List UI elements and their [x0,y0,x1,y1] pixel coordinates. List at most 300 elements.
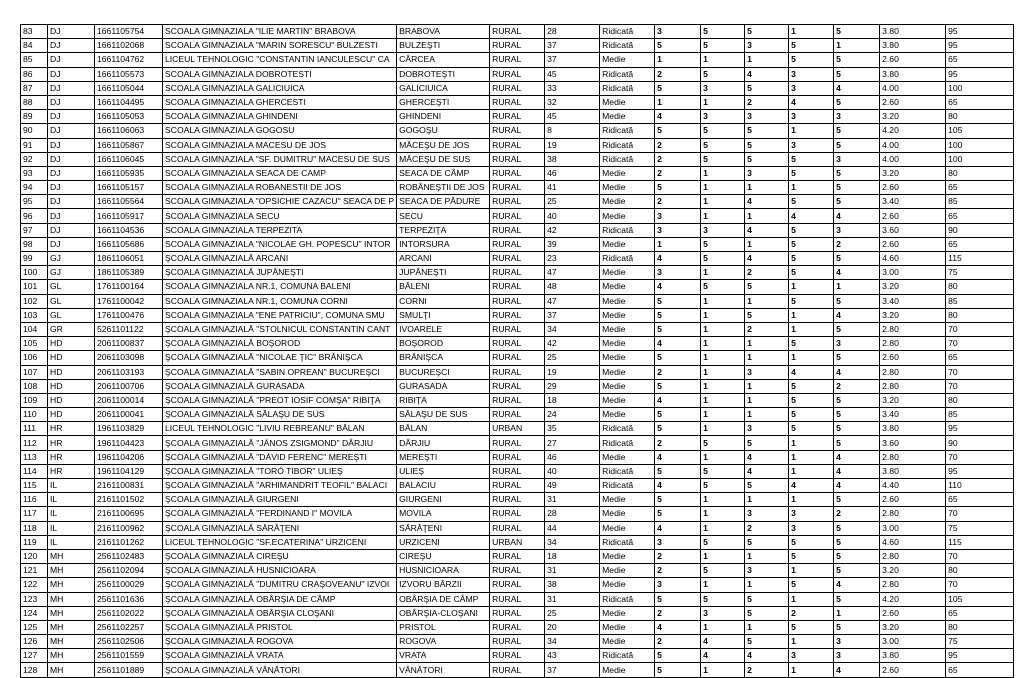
cell-score-4: 5 [789,39,834,53]
cell-score-1: 3 [655,25,701,39]
cell-count: 37 [545,39,600,53]
cell-score-3: 4 [745,450,789,464]
cell-count: 45 [545,67,600,81]
cell-county: DJ [48,110,95,124]
cell-score-5: 4 [834,81,880,95]
cell-score-1: 5 [655,408,701,422]
cell-score-5: 3 [834,110,880,124]
cell-score-5: 4 [834,209,880,223]
cell-average: 4.00 [880,138,946,152]
cell-score-3: 2 [745,322,789,336]
cell-score-1: 5 [655,493,701,507]
cell-locality: MEREŞTI [397,450,490,464]
cell-count: 48 [545,280,600,294]
cell-locality: CORNI [397,294,490,308]
cell-score-2: 4 [701,635,745,649]
cell-score-4: 1 [789,280,834,294]
cell-score-1: 2 [655,67,701,81]
cell-points: 115 [946,252,1014,266]
cell-locality: GHINDENI [397,110,490,124]
cell-count: 42 [545,223,600,237]
cell-score-2: 1 [701,507,745,521]
cell-score-2: 5 [701,25,745,39]
cell-locality: SĂRĂŢENI [397,521,490,535]
cell-score-3: 2 [745,266,789,280]
cell-average: 2.60 [880,209,946,223]
cell-average: 3.20 [880,280,946,294]
cell-score-1: 2 [655,195,701,209]
cell-locality: OBÂRŞIA DE CÂMP [397,592,490,606]
cell-school-code: 1661105754 [95,25,163,39]
cell-score-1: 5 [655,663,701,677]
cell-row-number: 126 [21,635,48,649]
cell-average: 3.80 [880,67,946,81]
cell-environment: RURAL [490,237,545,251]
cell-score-1: 2 [655,138,701,152]
cell-row-number: 120 [21,549,48,563]
cell-county: MH [48,663,95,677]
cell-average: 2.80 [880,365,946,379]
table-row [21,521,1014,535]
cell-environment: RURAL [490,152,545,166]
cell-points: 80 [946,308,1014,322]
cell-environment: RURAL [490,620,545,634]
cell-county: DJ [48,195,95,209]
cell-count: 28 [545,25,600,39]
cell-score-4: 1 [789,663,834,677]
cell-average: 3.80 [880,649,946,663]
cell-points: 95 [946,67,1014,81]
cell-score-1: 2 [655,365,701,379]
cell-school-code: 1961104129 [95,464,163,478]
cell-average: 4.00 [880,152,946,166]
cell-count: 34 [545,535,600,549]
cell-points: 70 [946,322,1014,336]
cell-average: 3.20 [880,308,946,322]
cell-environment: RURAL [490,606,545,620]
cell-school-code: 2561102506 [95,635,163,649]
cell-county: HD [48,379,95,393]
cell-row-number: 109 [21,393,48,407]
cell-environment: RURAL [490,280,545,294]
cell-risk-level: Ridicată [600,649,655,663]
cell-average: 3.40 [880,294,946,308]
cell-locality: BULZEŞTI [397,39,490,53]
table-row [21,81,1014,95]
cell-score-2: 5 [701,592,745,606]
cell-risk-level: Medie [600,365,655,379]
cell-school-name: SCOALA GIMNAZIALA ROBANESTII DE JOS [163,181,397,195]
cell-points: 100 [946,81,1014,95]
cell-score-5: 5 [834,181,880,195]
cell-score-1: 2 [655,564,701,578]
cell-school-name: SCOALA GIMNAZIALA GOGOSU [163,124,397,138]
cell-school-name: LICEUL TEHNOLOGIC "CONSTANTIN IANCULESCU" CA [163,53,397,67]
cell-locality: MĂCEŞU DE JOS [397,138,490,152]
cell-count: 40 [545,209,600,223]
cell-score-2: 1 [701,266,745,280]
table-row [21,351,1014,365]
cell-risk-level: Ridicată [600,67,655,81]
cell-school-code: 2161101502 [95,493,163,507]
cell-locality: BUCUREŞCI [397,365,490,379]
cell-points: 65 [946,351,1014,365]
cell-environment: RURAL [490,266,545,280]
cell-school-code: 2561100029 [95,578,163,592]
cell-environment: RURAL [490,592,545,606]
cell-locality: OBÂRŞIA-CLOŞANI [397,606,490,620]
cell-risk-level: Ridicată [600,592,655,606]
cell-risk-level: Medie [600,95,655,109]
cell-score-5: 3 [834,223,880,237]
cell-score-3: 5 [745,138,789,152]
cell-points: 65 [946,606,1014,620]
cell-score-5: 4 [834,578,880,592]
cell-row-number: 117 [21,507,48,521]
cell-score-3: 5 [745,479,789,493]
cell-points: 95 [946,25,1014,39]
cell-points: 65 [946,237,1014,251]
cell-score-4: 1 [789,351,834,365]
table-row [21,450,1014,464]
cell-score-3: 5 [745,124,789,138]
cell-locality: IVOARELE [397,322,490,336]
cell-average: 3.60 [880,436,946,450]
cell-school-name: SCOALA GIMNAZIALA GALICIUICA [163,81,397,95]
cell-score-3: 5 [745,606,789,620]
table-row [21,252,1014,266]
cell-points: 65 [946,181,1014,195]
cell-risk-level: Medie [600,53,655,67]
cell-school-code: 2561101889 [95,663,163,677]
cell-score-1: 5 [655,181,701,195]
cell-score-1: 1 [655,53,701,67]
cell-score-2: 1 [701,209,745,223]
cell-average: 2.60 [880,606,946,620]
table-row [21,635,1014,649]
cell-row-number: 111 [21,422,48,436]
cell-count: 44 [545,521,600,535]
cell-score-4: 1 [789,308,834,322]
table-row [21,266,1014,280]
cell-score-5: 3 [834,152,880,166]
cell-score-2: 1 [701,620,745,634]
cell-score-5: 5 [834,294,880,308]
cell-score-4: 1 [789,124,834,138]
cell-locality: MĂCEŞU DE SUS [397,152,490,166]
cell-score-3: 2 [745,663,789,677]
cell-locality: ROBĂNEŞTII DE JOS [397,181,490,195]
cell-school-name: SCOALA GIMNAZIALA "NICOLAE GH. POPESCU" INTOR [163,237,397,251]
cell-county: HD [48,393,95,407]
cell-school-code: 1861105389 [95,266,163,280]
cell-score-5: 5 [834,322,880,336]
cell-county: DJ [48,53,95,67]
cell-score-3: 1 [745,408,789,422]
cell-points: 80 [946,280,1014,294]
cell-score-2: 1 [701,379,745,393]
cell-score-4: 1 [789,436,834,450]
cell-environment: RURAL [490,67,545,81]
cell-score-4: 3 [789,649,834,663]
cell-locality: ROGOVA [397,635,490,649]
cell-count: 40 [545,464,600,478]
cell-row-number: 88 [21,95,48,109]
cell-risk-level: Ridicată [600,479,655,493]
cell-school-name: SCOALA GIMNAZIALA NR.1, COMUNA BALENI [163,280,397,294]
cell-count: 31 [545,592,600,606]
cell-points: 70 [946,578,1014,592]
cell-points: 70 [946,507,1014,521]
cell-school-name: ŞCOALA GIMNAZIALĂ "DUMITRU CRAŞOVEANU" IZVOI [163,578,397,592]
cell-score-3: 5 [745,535,789,549]
cell-score-5: 5 [834,95,880,109]
cell-locality: GOGOŞU [397,124,490,138]
cell-environment: RURAL [490,408,545,422]
cell-score-4: 1 [789,493,834,507]
cell-county: HR [48,436,95,450]
cell-count: 38 [545,152,600,166]
cell-points: 80 [946,166,1014,180]
cell-points: 70 [946,337,1014,351]
cell-score-3: 4 [745,67,789,81]
cell-locality: VRATA [397,649,490,663]
cell-environment: RURAL [490,578,545,592]
cell-count: 8 [545,124,600,138]
table-row [21,507,1014,521]
cell-count: 18 [545,393,600,407]
cell-score-5: 3 [834,337,880,351]
cell-score-1: 2 [655,152,701,166]
cell-average: 3.80 [880,422,946,436]
cell-count: 47 [545,294,600,308]
cell-score-4: 3 [789,110,834,124]
cell-risk-level: Ridicată [600,464,655,478]
cell-school-name: SCOALA GIMNAZIALA "SF. DUMITRU" MACESU DE SUS [163,152,397,166]
cell-points: 65 [946,493,1014,507]
cell-score-3: 1 [745,237,789,251]
cell-school-name: ŞCOALA GIMNAZIALĂ GURASADA [163,379,397,393]
cell-score-3: 3 [745,166,789,180]
table-row [21,95,1014,109]
cell-score-5: 2 [834,237,880,251]
cell-points: 95 [946,649,1014,663]
cell-score-4: 3 [789,81,834,95]
cell-score-4: 5 [789,393,834,407]
cell-county: MH [48,635,95,649]
cell-row-number: 102 [21,294,48,308]
cell-locality: SMULŢI [397,308,490,322]
cell-row-number: 115 [21,479,48,493]
cell-environment: RURAL [490,39,545,53]
cell-row-number: 83 [21,25,48,39]
table-body [21,25,1014,678]
cell-school-name: LICEUL TEHNOLOGIC "SF.ECATERINA" URZICENI [163,535,397,549]
cell-row-number: 95 [21,195,48,209]
cell-risk-level: Ridicată [600,39,655,53]
cell-risk-level: Medie [600,110,655,124]
cell-school-code: 1661106063 [95,124,163,138]
cell-environment: RURAL [490,252,545,266]
cell-school-code: 2161100831 [95,479,163,493]
cell-score-2: 1 [701,408,745,422]
table-row [21,337,1014,351]
cell-score-2: 5 [701,564,745,578]
cell-risk-level: Ridicată [600,436,655,450]
cell-score-5: 4 [834,464,880,478]
cell-count: 25 [545,195,600,209]
cell-score-4: 3 [789,521,834,535]
cell-score-1: 5 [655,294,701,308]
cell-points: 80 [946,110,1014,124]
cell-score-3: 4 [745,195,789,209]
cell-county: DJ [48,166,95,180]
table-row [21,393,1014,407]
cell-county: DJ [48,152,95,166]
cell-school-code: 2561102483 [95,549,163,563]
cell-risk-level: Ridicată [600,124,655,138]
cell-average: 2.80 [880,379,946,393]
cell-score-4: 5 [789,549,834,563]
cell-locality: ARCANI [397,252,490,266]
table-row [21,209,1014,223]
cell-environment: RURAL [490,436,545,450]
cell-locality: JUPÂNEŞTI [397,266,490,280]
cell-average: 4.60 [880,535,946,549]
cell-school-code: 1961104423 [95,436,163,450]
cell-environment: URBAN [490,422,545,436]
cell-risk-level: Medie [600,166,655,180]
cell-score-5: 4 [834,663,880,677]
cell-environment: RURAL [490,53,545,67]
cell-locality: RIBIŢA [397,393,490,407]
cell-points: 65 [946,53,1014,67]
cell-risk-level: Medie [600,620,655,634]
cell-points: 80 [946,564,1014,578]
cell-county: GJ [48,252,95,266]
cell-score-5: 5 [834,25,880,39]
cell-score-2: 1 [701,493,745,507]
cell-school-name: SCOALA GIMNAZIALA GHINDENI [163,110,397,124]
table-row [21,422,1014,436]
cell-points: 75 [946,521,1014,535]
cell-score-2: 3 [701,110,745,124]
cell-score-2: 1 [701,308,745,322]
cell-risk-level: Ridicată [600,535,655,549]
cell-risk-level: Medie [600,294,655,308]
cell-score-2: 1 [701,422,745,436]
cell-environment: RURAL [490,110,545,124]
cell-school-code: 1661105935 [95,166,163,180]
cell-locality: VÂNĂTORI [397,663,490,677]
cell-score-2: 1 [701,365,745,379]
cell-school-code: 1661106045 [95,152,163,166]
cell-score-3: 3 [745,564,789,578]
cell-county: DJ [48,81,95,95]
cell-county: IL [48,479,95,493]
cell-environment: RURAL [490,521,545,535]
cell-average: 2.60 [880,237,946,251]
cell-locality: BRĂNIŞCA [397,351,490,365]
cell-environment: RURAL [490,138,545,152]
cell-score-4: 5 [789,535,834,549]
cell-score-2: 5 [701,252,745,266]
cell-average: 2.60 [880,351,946,365]
cell-school-name: ŞCOALA GIMNAZIALĂ VRATA [163,649,397,663]
cell-row-number: 105 [21,337,48,351]
cell-score-4: 5 [789,237,834,251]
cell-row-number: 84 [21,39,48,53]
cell-score-1: 5 [655,464,701,478]
cell-score-2: 1 [701,166,745,180]
cell-school-name: ŞCOALA GIMNAZIALĂ JUPÂNEŞTI [163,266,397,280]
cell-score-3: 4 [745,649,789,663]
cell-score-3: 5 [745,592,789,606]
cell-row-number: 94 [21,181,48,195]
cell-school-code: 1661105044 [95,81,163,95]
cell-points: 115 [946,535,1014,549]
cell-row-number: 112 [21,436,48,450]
cell-locality: GIURGENI [397,493,490,507]
cell-environment: RURAL [490,166,545,180]
cell-points: 90 [946,223,1014,237]
cell-score-3: 1 [745,549,789,563]
cell-score-1: 1 [655,95,701,109]
cell-score-1: 5 [655,379,701,393]
cell-score-1: 4 [655,337,701,351]
cell-score-1: 3 [655,535,701,549]
cell-county: MH [48,606,95,620]
cell-county: HD [48,351,95,365]
cell-score-5: 5 [834,620,880,634]
cell-school-code: 5261101122 [95,322,163,336]
cell-score-2: 1 [701,95,745,109]
cell-score-1: 2 [655,606,701,620]
cell-environment: RURAL [490,223,545,237]
cell-school-name: ŞCOALA GIMNAZIALĂ "TORÓ TIBOR" ULIEŞ [163,464,397,478]
cell-average: 4.20 [880,592,946,606]
cell-risk-level: Medie [600,578,655,592]
cell-score-3: 1 [745,181,789,195]
cell-score-5: 5 [834,408,880,422]
cell-school-code: 1661105867 [95,138,163,152]
cell-school-name: SCOALA GIMNAZIALA SECU [163,209,397,223]
cell-points: 105 [946,124,1014,138]
cell-row-number: 119 [21,535,48,549]
cell-row-number: 85 [21,53,48,67]
cell-count: 31 [545,564,600,578]
cell-environment: RURAL [490,564,545,578]
cell-county: DJ [48,39,95,53]
cell-score-1: 4 [655,393,701,407]
cell-environment: RURAL [490,549,545,563]
cell-locality: GALICIUICA [397,81,490,95]
cell-score-2: 5 [701,237,745,251]
cell-score-1: 3 [655,209,701,223]
cell-score-3: 1 [745,53,789,67]
cell-county: GL [48,280,95,294]
cell-count: 37 [545,663,600,677]
table-row [21,649,1014,663]
cell-county: GL [48,308,95,322]
cell-points: 85 [946,408,1014,422]
cell-count: 32 [545,95,600,109]
cell-county: DJ [48,138,95,152]
cell-count: 34 [545,635,600,649]
cell-environment: RURAL [490,195,545,209]
cell-row-number: 91 [21,138,48,152]
cell-row-number: 114 [21,464,48,478]
